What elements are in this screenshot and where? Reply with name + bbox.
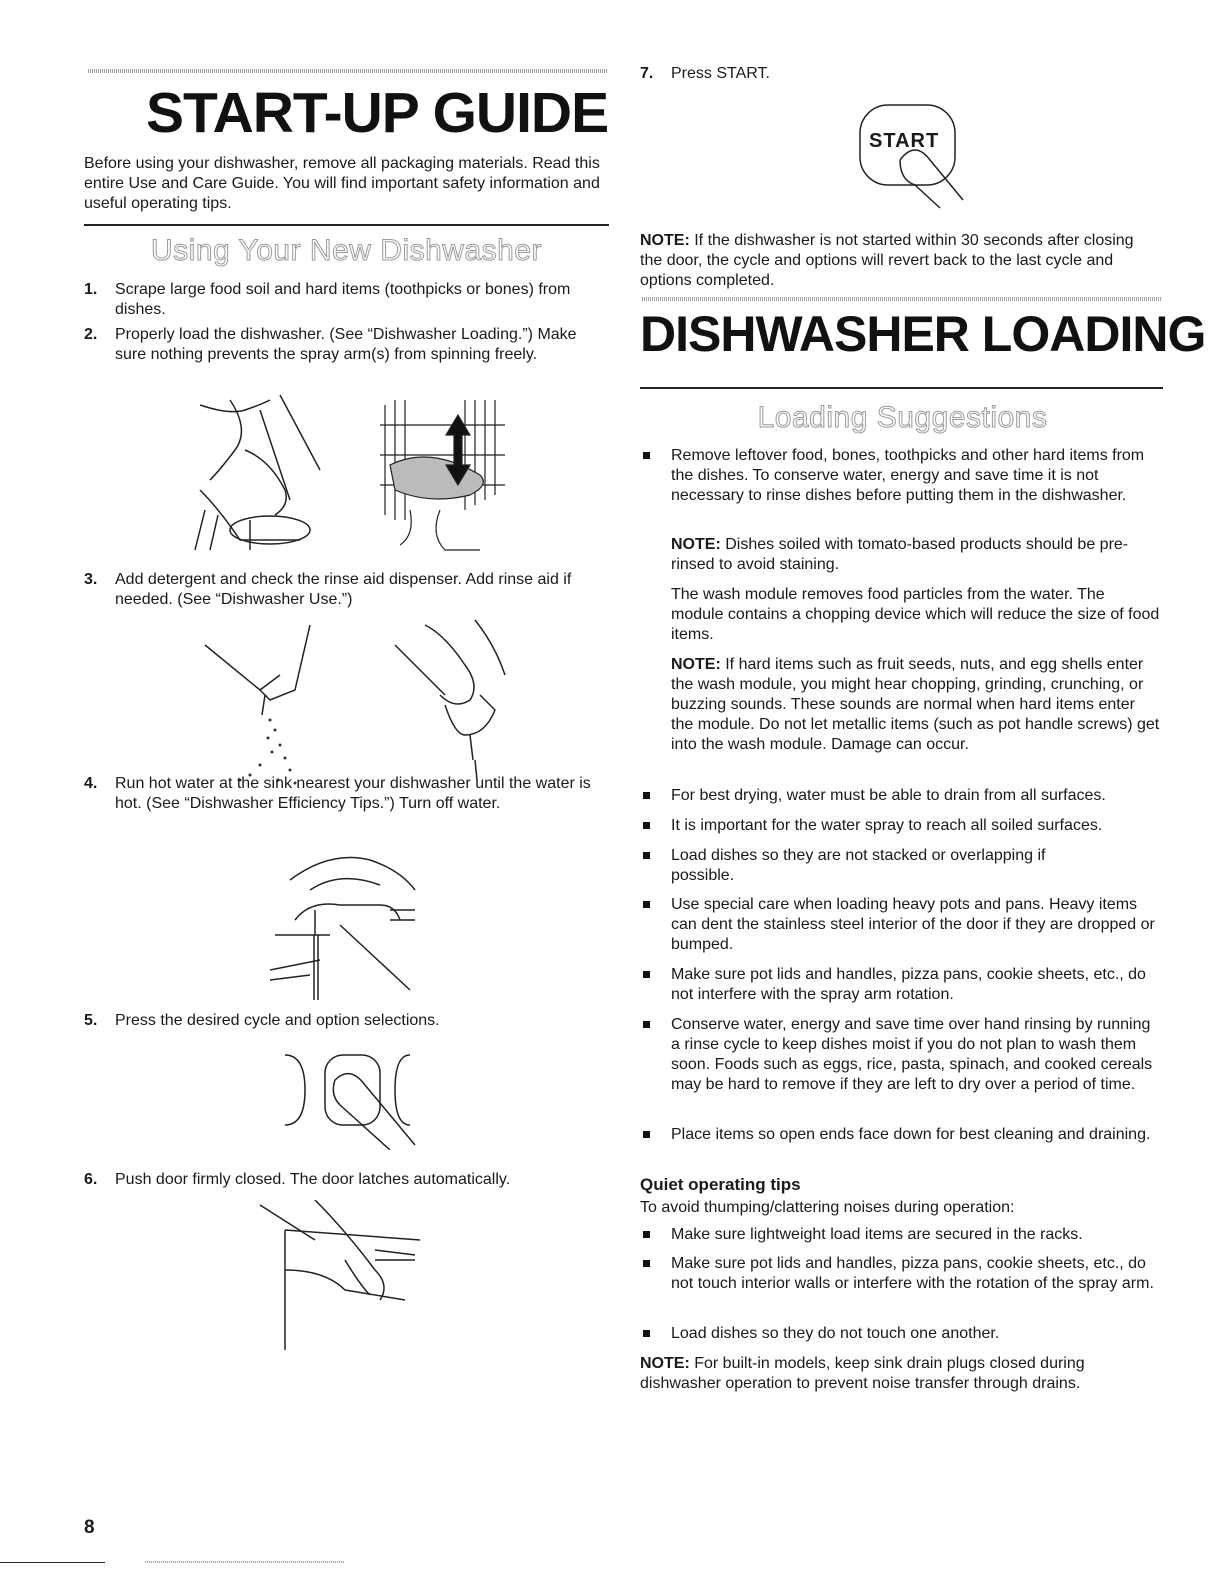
note-text: If hard items such as fruit seeds, nuts, and egg shells enter the wash module, you might hear chopping, grinding, crunching, or buzzing sounds. These sounds are normal when hard items enter the module. Do not let metallic items (such as pot handle screws) get into the wash module. Damage can occur. [671, 656, 1160, 753]
step-5 [84, 1011, 604, 1031]
step-text: Properly load the dishwasher. (See “Dishwasher Loading.”) Make sure nothing prevents the spray arm(s) from spinning freely. [115, 326, 577, 363]
step-number: 2. [84, 326, 98, 343]
step-text: Add detergent and check the rinse aid dispenser. Add rinse aid if needed. (See “Dishwasher Use.”) [115, 571, 572, 608]
bullet-text: Make sure lightweight load items are secured in the racks. [671, 1226, 1083, 1243]
footer-rule [0, 1562, 105, 1563]
step-7 [640, 64, 1160, 84]
page-number: 8 [84, 1517, 95, 1538]
section-heading-loading-suggestions: Loading Suggestions [757, 401, 1048, 434]
note-label: NOTE: [640, 232, 690, 249]
bullet-text: It is important for the water spray to reach all soiled surfaces. [671, 817, 1103, 834]
start-label: START [869, 130, 940, 152]
detergent-pouring-illustration [200, 620, 320, 790]
step-1 [84, 280, 604, 320]
step-3 [84, 570, 604, 610]
step-number: 6. [84, 1171, 98, 1188]
bullet-square-icon [643, 1021, 650, 1028]
step-text: Scrape large food soil and hard items (toothpicks or bones) from dishes. [115, 281, 571, 318]
note-text: Dishes soiled with tomato-based products should be pre-rinsed to avoid staining. [671, 536, 1129, 573]
note-text: If the dishwasher is not started within 30 seconds after closing the door, the cycle and options will revert back to the last cycle and options completed. [640, 232, 1134, 289]
bullet-text: Load dishes so they do not touch one another. [671, 1325, 1000, 1342]
note-label: NOTE: [640, 1355, 690, 1372]
bullet-text: Remove leftover food, bones, toothpicks and other hard items from the dishes. To conserve water, energy and save time it is not necessary to rinse dishes before putting them in the dishwasher. [671, 447, 1145, 504]
step-6 [84, 1170, 604, 1190]
bullet-square-icon [643, 452, 650, 459]
door-closing-illustration [255, 1200, 425, 1355]
footer-dotted-rule [145, 1561, 345, 1563]
rinse-aid-illustration [385, 615, 515, 785]
note-text: For built-in models, keep sink drain plugs closed during dishwasher operation to prevent noise transfer through drains. [640, 1355, 1085, 1392]
step-text: Press the desired cycle and option selections. [115, 1012, 440, 1029]
bullet-square-icon [643, 792, 650, 799]
start-button-illustration [845, 100, 965, 210]
bullet-text: Make sure pot lids and handles, pizza pans, cookie sheets, etc., do not interfere with the spray arm rotation. [671, 966, 1146, 1003]
step-number: 3. [84, 571, 98, 588]
bullet-square-icon [643, 852, 650, 859]
step-number: 1. [84, 281, 98, 298]
quiet-intro: To avoid thumping/clattering noises during operation: [640, 1199, 1015, 1216]
dishwasher-loading-title: DISHWASHER LOADING [640, 306, 1206, 362]
loading-rack-illustration [370, 395, 510, 555]
step-number: 7. [640, 65, 654, 82]
note-label: NOTE: [671, 536, 721, 553]
bullet-text: For best drying, water must be able to drain from all surfaces. [671, 787, 1106, 804]
divider-left [84, 224, 609, 226]
step-number: 4. [84, 775, 98, 792]
bullet-text: Use special care when loading heavy pots and pans. Heavy items can dent the stainless steel interior of the door if they are dropped or bumped. [671, 896, 1155, 953]
start-button-outline [845, 100, 965, 210]
note-label: NOTE: [671, 656, 721, 673]
step-text: Run hot water at the sink nearest your dishwasher until the water is hot. (See “Dishwasher Efficiency Tips.”) Turn off water. [115, 775, 591, 812]
top-dotted-rule-left [88, 69, 608, 73]
note-built-in-models [640, 1354, 1160, 1394]
note-hard-items [671, 655, 1161, 755]
note-tomato [671, 535, 1161, 575]
bullet-text: Place items so open ends face down for best cleaning and draining. [671, 1126, 1151, 1143]
step-4 [84, 774, 604, 834]
note-restart-timeout [640, 231, 1160, 291]
bullet-square-icon [643, 901, 650, 908]
bullet-text: Conserve water, energy and save time over hand rinsing by running a rinse cycle to keep dishes moist if you do not plan to wash them soon. Foods such as eggs, rice, pasta, spinach, and cooked cereals may be hard to remove if they are left to dry over a period of time. [671, 1016, 1153, 1093]
bullet-square-icon [643, 1260, 650, 1267]
intro-paragraph: Before using your dishwasher, remove all packaging materials. Read this entire Use and Care Guide. You will find important safety information and useful operating tips. [84, 155, 600, 212]
faucet-hot-water-illustration [270, 840, 430, 1000]
scraping-dishes-illustration [190, 390, 330, 555]
section-heading-using-new-dishwasher: Using Your New Dishwasher [150, 234, 542, 267]
press-cycle-button-illustration [280, 1050, 430, 1150]
dotted-rule-right [642, 297, 1162, 301]
divider-right [640, 387, 1163, 389]
step-text: Push door firmly closed. The door latches automatically. [115, 1171, 511, 1188]
step-text: Press START. [671, 65, 770, 82]
bullet-square-icon [643, 1231, 650, 1238]
step-2 [84, 325, 604, 385]
bullet-text: Load dishes so they are not stacked or overlapping if possible. [671, 847, 1046, 884]
start-up-guide-title: START-UP GUIDE [146, 81, 609, 145]
step-number: 5. [84, 1012, 98, 1029]
bullet-square-icon [643, 1330, 650, 1337]
bullet-text: Make sure pot lids and handles, pizza pans, cookie sheets, etc., do not touch interior walls or interfere with the rotation of the spray arm. [671, 1255, 1154, 1292]
quiet-operating-tips-heading: Quiet operating tips [640, 1175, 801, 1194]
wash-module-paragraph: The wash module removes food particles from the water. The module contains a chopping device which will reduce the size of food items. [671, 586, 1160, 643]
bullet-square-icon [643, 822, 650, 829]
bullet-square-icon [643, 971, 650, 978]
bullet-square-icon [643, 1131, 650, 1138]
